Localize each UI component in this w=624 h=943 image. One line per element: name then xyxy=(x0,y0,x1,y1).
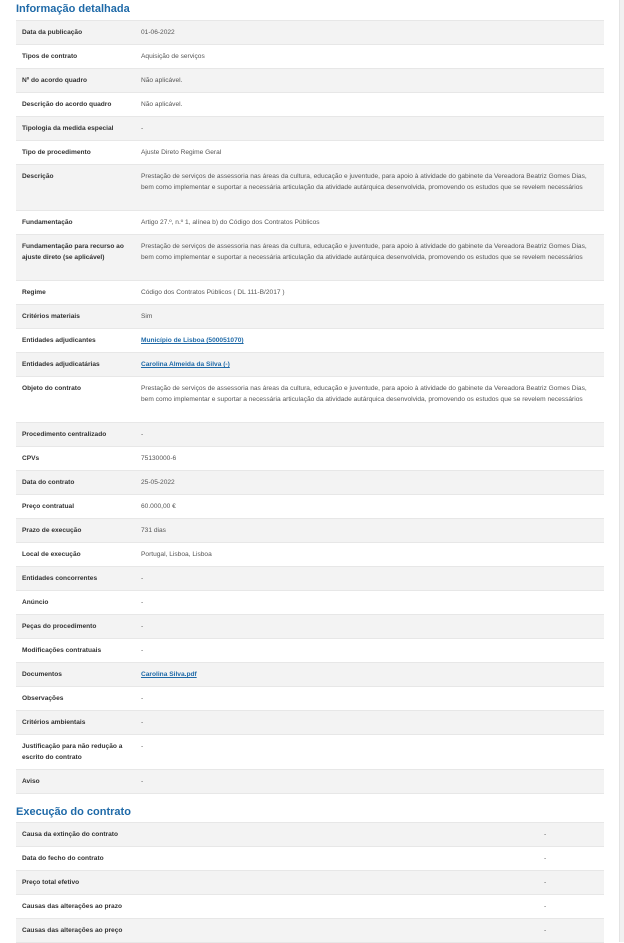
table-row xyxy=(16,918,604,942)
row-value: - xyxy=(141,778,144,785)
row-label: CPVs xyxy=(22,455,40,462)
table-row xyxy=(16,686,604,710)
table-row xyxy=(16,614,604,638)
row-label: Observações xyxy=(22,695,64,702)
row-label: Data do fecho do contrato xyxy=(22,855,104,862)
table-row xyxy=(16,210,604,234)
row-value: - xyxy=(544,831,547,838)
row-label: Justificação para não redução a escrito do contrato xyxy=(22,743,123,761)
row-label: Objeto do contrato xyxy=(22,385,81,392)
row-label: Tipo de procedimento xyxy=(22,149,91,156)
row-value: - xyxy=(544,879,547,886)
row-value: Ajuste Direto Regime Geral xyxy=(141,149,222,156)
row-label: Nº do acordo quadro xyxy=(22,77,88,84)
row-value: 60.000,00 € xyxy=(141,503,176,510)
table-row xyxy=(16,638,604,662)
row-value: 75130000-6 xyxy=(141,455,177,462)
row-label: Tipos de contrato xyxy=(22,53,78,60)
row-value xyxy=(141,669,604,680)
table-row xyxy=(16,846,604,870)
row-label: Modificações contratuais xyxy=(22,647,102,654)
row-label: Causas das alterações ao prazo xyxy=(22,903,123,910)
row-value: - xyxy=(141,623,144,630)
execution-table xyxy=(16,822,604,943)
table-row xyxy=(16,328,604,352)
table-row xyxy=(16,304,604,328)
table-row xyxy=(16,494,604,518)
row-label: Data do contrato xyxy=(22,479,75,486)
table-row xyxy=(16,662,604,686)
row-label: Fundamentação xyxy=(22,219,73,226)
table-row xyxy=(16,68,604,92)
row-value: - xyxy=(141,431,144,438)
row-value: - xyxy=(544,927,547,934)
row-value: 01-06-2022 xyxy=(141,29,175,36)
table-row xyxy=(16,234,604,280)
row-value: 731 dias xyxy=(141,527,166,534)
row-value: - xyxy=(141,743,144,750)
table-row xyxy=(16,446,604,470)
row-value-link[interactable]: Carolina Silva.pdf xyxy=(141,671,197,678)
row-label: Descrição xyxy=(22,173,54,180)
detail-table xyxy=(16,20,604,794)
table-row xyxy=(16,542,604,566)
table-row xyxy=(16,422,604,446)
row-value: Sim xyxy=(141,313,153,320)
table-row xyxy=(16,92,604,116)
table-row xyxy=(16,280,604,304)
detail-section-title: Informação detalhada xyxy=(16,3,130,15)
row-label: Local de execução xyxy=(22,551,81,558)
row-value: - xyxy=(141,575,144,582)
table-row xyxy=(16,376,604,422)
table-row xyxy=(16,894,604,918)
row-value: - xyxy=(141,719,144,726)
table-row xyxy=(16,140,604,164)
row-label: Preço total efetivo xyxy=(22,879,80,886)
row-label: Critérios ambientais xyxy=(22,719,86,726)
table-row xyxy=(16,470,604,494)
row-value: Prestação de serviços de assessoria nas áreas da cultura, educação e juventude, para apoio à atividade do gabinete da Vereadora Beatriz Gomes Dias, bem como implementar e suportar a necessária articulação da atividade autárquica desenvolvida, promovendo os estudos que se revelem necessários xyxy=(141,243,587,261)
table-row xyxy=(16,352,604,376)
table-row xyxy=(16,769,604,793)
row-value: - xyxy=(141,599,144,606)
row-label: Causas das alterações ao preço xyxy=(22,927,123,934)
row-value: Prestação de serviços de assessoria nas áreas da cultura, educação e juventude, para apoio à atividade do gabinete da Vereadora Beatriz Gomes Dias, bem como implementar e suportar a necessária articulação da atividade autárquica desenvolvida, promovendo os estudos que se revelem necessários xyxy=(141,385,587,403)
row-value: Portugal, Lisboa, Lisboa xyxy=(141,551,212,558)
row-value: - xyxy=(544,855,547,862)
row-value: Prestação de serviços de assessoria nas áreas da cultura, educação e juventude, para apoio à atividade do gabinete da Vereadora Beatriz Gomes Dias, bem como implementar e suportar a necessária articulação da atividade autárquica desenvolvida, promovendo os estudos que se revelem necessários xyxy=(141,173,587,191)
table-row xyxy=(16,164,604,210)
table-row xyxy=(16,822,604,846)
row-value: 25-05-2022 xyxy=(141,479,175,486)
row-value: Não aplicável. xyxy=(141,101,183,108)
row-value: - xyxy=(141,125,144,132)
row-label: Preço contratual xyxy=(22,503,75,510)
table-row xyxy=(16,518,604,542)
row-value: - xyxy=(141,695,144,702)
scrollbar[interactable] xyxy=(619,0,624,942)
row-label: Descrição do acordo quadro xyxy=(22,101,112,108)
row-label: Procedimento centralizado xyxy=(22,431,107,438)
row-value-link[interactable]: Carolina Almeida da Silva (-) xyxy=(141,361,230,368)
row-value-link[interactable]: Município de Lisboa (500051070) xyxy=(141,337,244,344)
row-label: Entidades concorrentes xyxy=(22,575,98,582)
row-label: Causa da extinção do contrato xyxy=(22,831,118,838)
row-value: Não aplicável. xyxy=(141,77,183,84)
row-label: Entidades adjudicatárias xyxy=(22,361,100,368)
row-label: Fundamentação para recurso ao ajuste direto (se aplicável) xyxy=(22,243,124,261)
row-label: Anúncio xyxy=(22,599,49,606)
row-label: Peças do procedimento xyxy=(22,623,97,630)
row-value xyxy=(141,359,604,370)
row-label: Tipologia da medida especial xyxy=(22,125,114,132)
table-row xyxy=(16,566,604,590)
row-label: Regime xyxy=(22,289,46,296)
row-label: Prazo de execução xyxy=(22,527,82,534)
row-label: Critérios materiais xyxy=(22,313,80,320)
table-row xyxy=(16,870,604,894)
row-label: Data da publicação xyxy=(22,29,83,36)
row-label: Documentos xyxy=(22,671,62,678)
table-row xyxy=(16,710,604,734)
row-value: Aquisição de serviços xyxy=(141,53,205,60)
row-value: Artigo 27.º, n.º 1, alínea b) do Código dos Contratos Públicos xyxy=(141,219,320,226)
table-row xyxy=(16,20,604,44)
row-label: Entidades adjudicantes xyxy=(22,337,96,344)
row-value: - xyxy=(141,647,144,654)
row-value: - xyxy=(544,903,547,910)
row-label: Aviso xyxy=(22,778,40,785)
table-row xyxy=(16,116,604,140)
contract-details xyxy=(16,0,604,943)
table-row xyxy=(16,734,604,769)
row-value: Código dos Contratos Públicos ( DL 111-B/2017 ) xyxy=(141,289,285,296)
execution-section-title: Execução do contrato xyxy=(16,806,131,818)
row-value xyxy=(141,335,604,346)
table-row xyxy=(16,44,604,68)
table-row xyxy=(16,590,604,614)
